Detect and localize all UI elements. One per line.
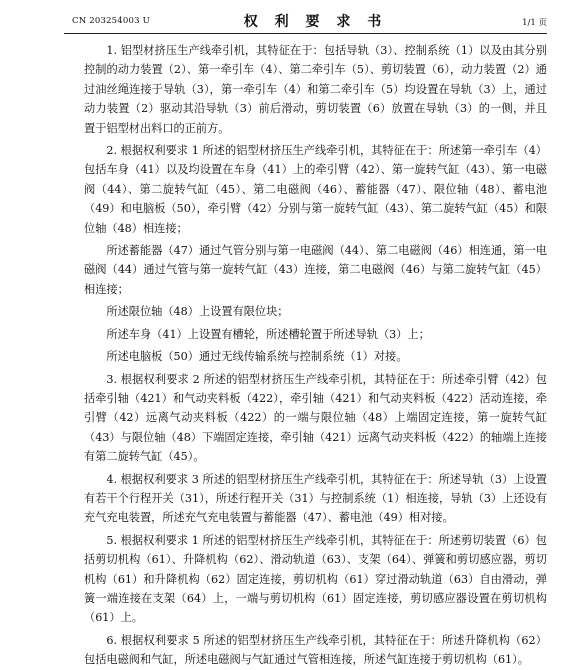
claim-2: 2. 根据权利要求 1 所述的铝型材挤压生产线牵引机，其特征在于：所述第一牵引车（4）包括车身（41）以及均设置在车身（41）上的牵引臂（42）、第一旋转气缸（43）、第一电磁阀（44）、第二旋转气缸（45）、第二电磁阀（46）、蓄能器（47）、限位轴（48）、蓄电池（49）和电脑板（50），牵引臂（42）分别与第一旋转气缸（43）、第二旋转气缸（45）和限位轴（48）相连接； [84,144,547,235]
claim-2-paragraph-body: 所述车身（41）上设置有槽轮，所述槽轮置于所述导轨（3）上； [106,327,430,341]
header-divider [64,33,547,34]
claim-2-paragraph-accumulator: 所述蓄能器（47）通过气管分别与第一电磁阀（44）、第二电磁阀（46）相连通，第一电磁阀（44）通过气管与第一旋转气缸（43）连接，第二电磁阀（46）与第二旋转气缸（45）相连接； [84,244,547,296]
claim-2-paragraph-board: 所述电脑板（50）通过无线传输系统与控制系统（1）对接。 [106,350,408,364]
page-title: 权 利 要 求 书 [243,14,388,30]
claim-1: 1. 铝型材挤压生产线牵引机，其特征在于：包括导轨（3）、控制系统（1）以及由其分别控制的动力装置（2）、第一牵引车（4）、第二牵引车（5）、剪切装置（6），动力装置（2）通过油丝绳连接于导轨（3），第一牵引车（4）和第二牵引车（5）均设置在导轨（3）上，通过动力装置（2）驱动其沿导轨（3）前后滑动，剪切装置（6）放置在导轨（3）的一侧，并且置于铝型材出料口的正前方。 [84,44,547,135]
claim-5: 5. 根据权利要求 1 所述的铝型材挤压生产线牵引机，其特征在于：所述剪切装置（6）包括剪切机构（61）、升降机构（62）、滑动轨道（63）、支架（64）、弹簧和剪切感应器，剪切机构（61）和升降机构（62）固定连接，剪切机构（61）穿过滑动轨道（63）自由滑动，弹簧一端连接在支架（64）上，一端与剪切机构（61）固定连接，剪切感应器设置在剪切机构（61）上。 [84,533,547,625]
claim-4: 4. 根据权利要求 3 所述的铝型材挤压生产线牵引机，其特征在于：所述导轨（3）上设置有若干个行程开关（31），所述行程开关（31）与控制系统（1）相连接，导轨（3）上还设有充气充电装置，所述充气充电装置与蓄能器（47）、蓄电池（49）相对接。 [84,472,547,525]
page-number: 1/1 页 [522,18,547,28]
claim-2-paragraph-limit-shaft: 所述限位轴（48）上设置有限位块； [106,305,289,319]
claim-6: 6. 根据权利要求 5 所述的铝型材挤压生产线牵引机，其特征在于：所述升降机构（62）包括电磁阀和气缸，所述电磁阀与气缸通过气管相连接，所述气缸连接于剪切机构（61）。 [84,633,547,667]
document-number: CN 203254003 U [72,16,150,26]
claim-3: 3. 根据权利要求 2 所述的铝型材挤压生产线牵引机，其特征在于：所述牵引臂（42）包括牵引轴（421）和气动夹料板（422），牵引轴（421）和气动夹料板（422）活动连接，牵引臂（42）远离气动夹料板（422）的一端与限位轴（48）上端固定连接，第一旋转气缸（43）与限位轴（48）下端固定连接，牵引轴（421）远离气动夹料板（422）的轴端上连接有第二旋转气缸（45）。 [84,372,547,464]
claims-body [84,41,547,670]
page-header [72,8,547,30]
